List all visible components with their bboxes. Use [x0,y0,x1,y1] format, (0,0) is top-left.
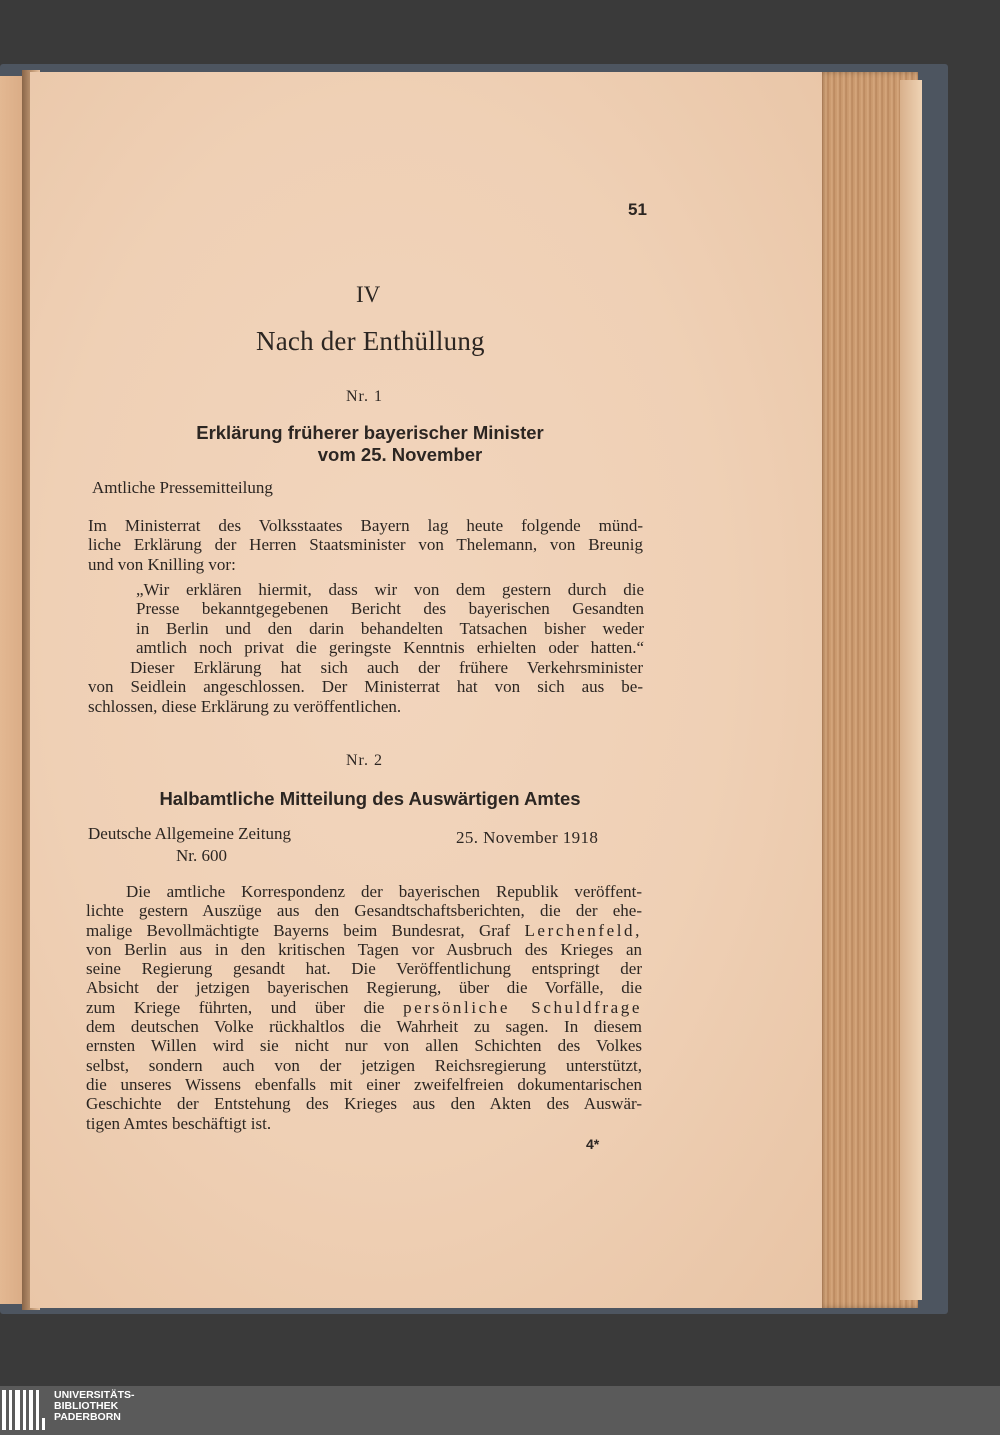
page-number: 51 [628,200,647,219]
chapter-title: Nach der Enthüllung [256,326,485,356]
text-line: Presse bekanntgegebenen Bericht des bayerischen Gesandten [136,599,644,619]
text-line: amtlich noch privat die geringste Kenntnis erhielten oder hatten.“ [136,637,644,657]
text-line: von Berlin aus in den kritischen Tagen vor Ausbruch des Krieges an [86,939,642,959]
text-line: Dieser Erklärung hat sich auch der frühere Verkehrsminister [130,658,643,677]
text-line: ernsten Willen wird sie nicht nur von allen Schichten des Volkes [86,1036,642,1056]
document-date: 25. November 1918 [456,828,599,847]
text-segment: malige Bevollmächtigte Bayerns beim Bundesrat, Graf [86,920,511,940]
text-line: Absicht der jetzigen bayerischen Regierung, über die Vorfälle, die [86,978,642,998]
document-number: Nr. 1 [346,388,383,405]
document-source-number: Nr. 600 [176,846,227,865]
paragraph [86,882,642,1133]
spaced-name: Lerchenfeld, [524,920,642,940]
library-name-line: PADERBORN [54,1411,121,1423]
text-line: liche Erklärung der Herren Staatsminister von Thelemann, von Breunig [88,535,643,555]
paragraph [88,516,643,574]
page-block-lip [900,80,922,1300]
document-source: Deutsche Allgemeine Zeitung [88,824,291,843]
book-page [30,72,822,1308]
document-number: Nr. 2 [346,752,383,769]
spaced-emphasis: persönliche Schuldfrage [403,997,642,1017]
text-line: lichte gestern Auszüge aus den Gesandtschaftsberichten, die der ehe- [86,901,642,921]
library-name-line: UNIVERSITÄTS- [54,1389,135,1401]
text-line: und von Knilling vor: [88,554,236,574]
paragraph [88,658,643,716]
text-line [86,998,642,1017]
chapter-numeral: IV [356,282,381,307]
document-source: Amtliche Pressemitteilung [92,478,273,497]
document-title: Halbamtliche Mitteilung des Auswärtigen Amtes [159,788,581,809]
text-line: Die amtliche Korrespondenz der bayerischen Republik veröffent- [126,882,642,901]
quoted-statement [136,580,644,657]
text-line: selbst, sondern auch von der jetzigen Reichsregierung unterstützt, [86,1055,642,1075]
text-line: tigen Amtes beschäftigt ist. [86,1113,272,1133]
text-line: in Berlin und den darin behandelten Tatsachen bisher weder [136,618,644,638]
library-logo-icon [2,1388,46,1432]
text-line: seine Regierung gesandt hat. Die Veröffentlichung entspringt der [86,959,642,979]
document-title: Erklärung früherer bayerischer Minister [196,422,544,443]
library-footer [0,1386,1000,1435]
document-title-continued: vom 25. November [317,444,483,465]
text-line [86,921,642,940]
text-segment: zum Kriege führten, und über die [86,997,385,1017]
text-line: schlossen, diese Erklärung zu veröffentlichen. [88,696,402,716]
text-line: „Wir erklären hiermit, dass wir von dem gestern durch die [136,580,644,599]
text-line: die unseres Wissens ebenfalls mit einer zweifelfreien dokumentarischen [86,1074,642,1094]
text-line: von Seidlein angeschlossen. Der Ministerrat hat von sich aus be- [88,677,643,697]
library-name-line: BIBLIOTHEK [54,1400,119,1412]
text-line: dem deutschen Volke rückhaltlos die Wahrheit zu sagen. In diesem [86,1017,642,1037]
signature-mark: 4* [586,1136,600,1152]
text-line: Im Ministerrat des Volksstaates Bayern lag heute folgende münd- [88,516,643,535]
library-name [54,1390,135,1423]
text-line: Geschichte der Entstehung des Krieges aus den Akten des Auswär- [86,1094,642,1114]
